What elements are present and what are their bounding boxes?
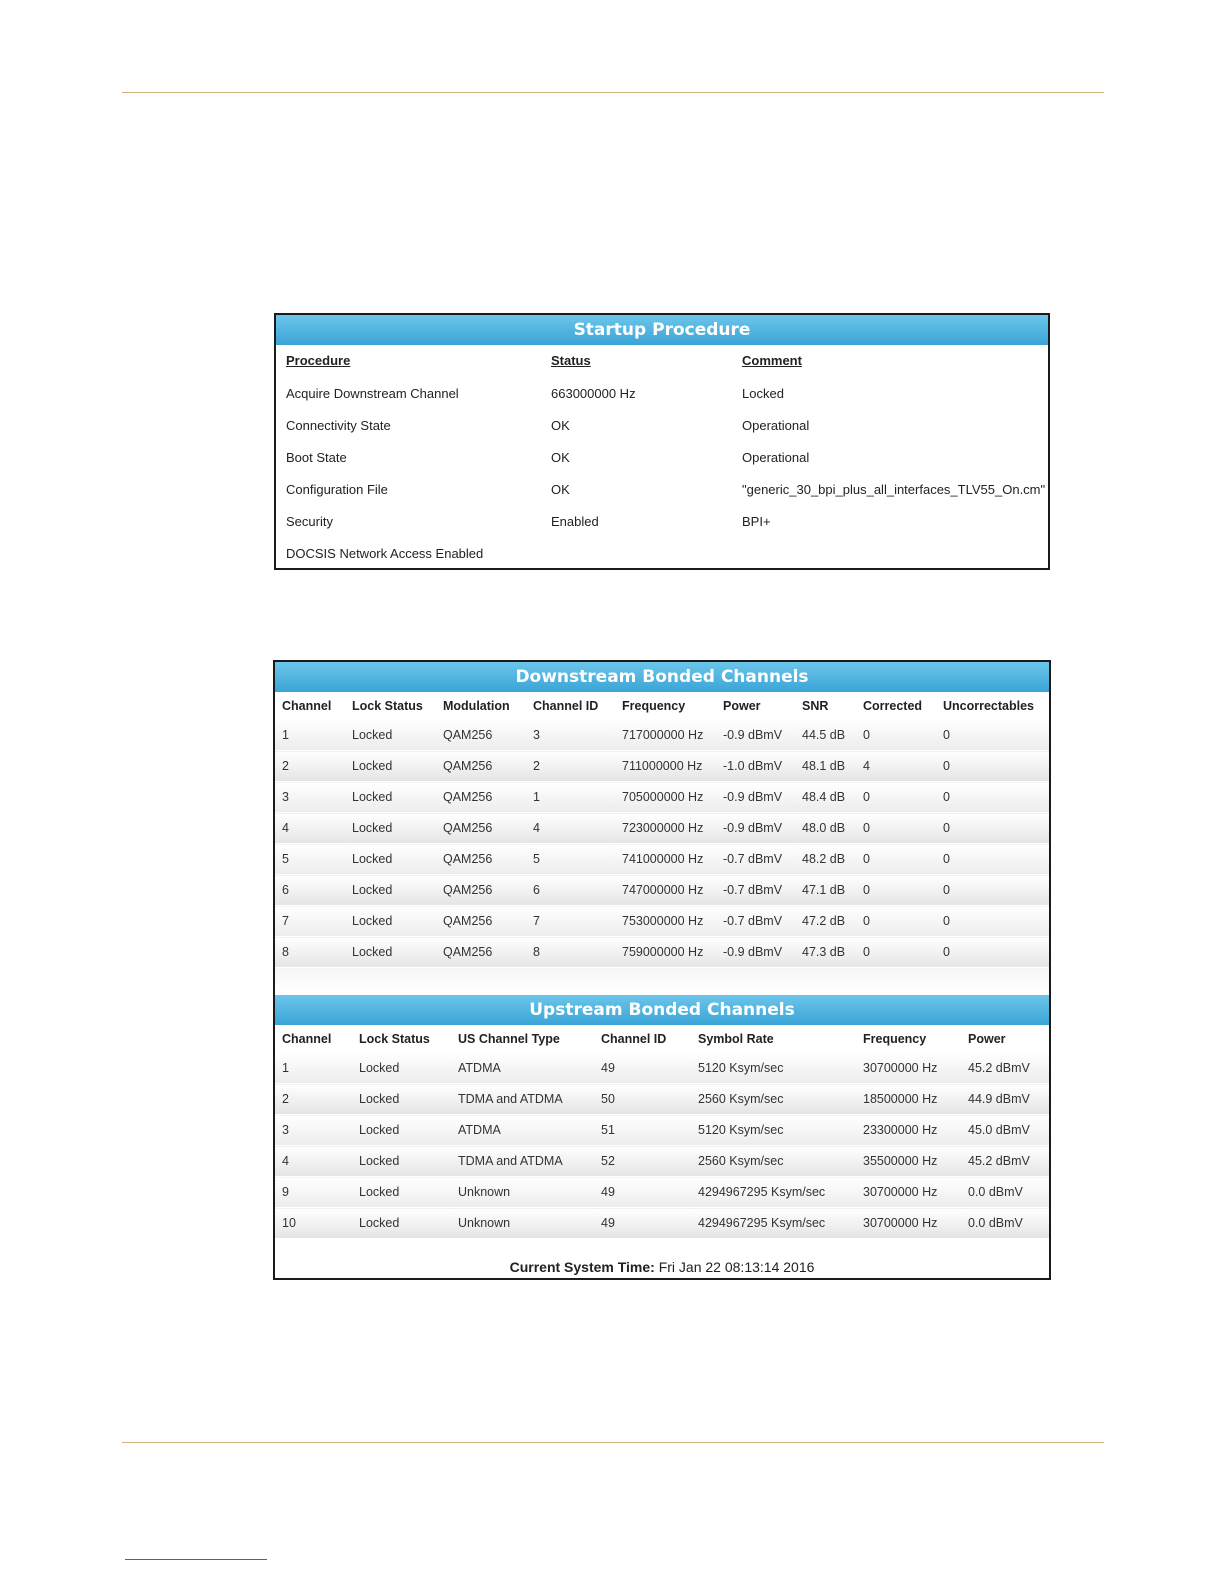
downstream-channel-row [275, 844, 1049, 875]
upstream-col-header: Power [968, 1032, 1006, 1046]
downstream-cell: 0 [936, 782, 1049, 813]
upstream-col-header: Channel [282, 1032, 332, 1046]
downstream-cell: 6 [526, 875, 615, 906]
upstream-cell: Locked [352, 1053, 451, 1084]
downstream-channel-row [275, 906, 1049, 937]
comment-cell: Operational [742, 450, 810, 465]
downstream-cell: 0 [936, 906, 1049, 937]
upstream-cell: TDMA and ATDMA [451, 1146, 594, 1177]
downstream-cell: 5 [275, 844, 345, 875]
downstream-cell: QAM256 [436, 720, 526, 751]
upstream-cell: 30700000 Hz [856, 1208, 961, 1239]
downstream-col-header: Channel [282, 699, 332, 713]
downstream-cell: QAM256 [436, 937, 526, 968]
upstream-cell: 23300000 Hz [856, 1115, 961, 1146]
upstream-cell: 50 [594, 1084, 691, 1115]
upstream-col-header: Symbol Rate [698, 1032, 774, 1046]
startup-row [276, 441, 1048, 473]
downstream-cell: 0 [856, 720, 936, 751]
downstream-cell: 47.1 dB [795, 875, 856, 906]
downstream-col-header: SNR [802, 699, 829, 713]
upstream-cell: ATDMA [451, 1053, 594, 1084]
downstream-cell: 741000000 Hz [615, 844, 716, 875]
downstream-col-header: Corrected [863, 699, 923, 713]
downstream-cell: 1 [275, 720, 345, 751]
footer-link-underline [125, 1559, 267, 1560]
upstream-col-header: Frequency [863, 1032, 927, 1046]
downstream-col-header: Channel ID [533, 699, 599, 713]
downstream-cell: 753000000 Hz [615, 906, 716, 937]
upstream-cell: 9 [275, 1177, 352, 1208]
upstream-cell: 2560 Ksym/sec [691, 1146, 856, 1177]
downstream-cell: 0 [936, 875, 1049, 906]
upstream-channel-row [275, 1084, 1049, 1115]
upstream-cell: 49 [594, 1177, 691, 1208]
downstream-cell: 8 [526, 937, 615, 968]
upstream-cell: 45.2 dBmV [961, 1146, 1049, 1177]
footer-rule [122, 1442, 1104, 1443]
downstream-cell: Locked [345, 813, 436, 844]
upstream-cell: TDMA and ATDMA [451, 1084, 594, 1115]
downstream-channel-row [275, 875, 1049, 906]
downstream-col-header: Modulation [443, 699, 510, 713]
downstream-col-header: Frequency [622, 699, 686, 713]
upstream-cell: 51 [594, 1115, 691, 1146]
downstream-cell: 44.5 dB [795, 720, 856, 751]
upstream-cell: 18500000 Hz [856, 1084, 961, 1115]
downstream-cell: QAM256 [436, 875, 526, 906]
upstream-channel-row [275, 1177, 1049, 1208]
downstream-cell: 0 [856, 875, 936, 906]
upstream-cell: ATDMA [451, 1115, 594, 1146]
upstream-cell: 4 [275, 1146, 352, 1177]
startup-header-row [276, 345, 1048, 377]
downstream-table [275, 692, 1049, 968]
downstream-header-row [275, 692, 1049, 720]
downstream-cell: 8 [275, 937, 345, 968]
procedure-cell: Security [286, 514, 333, 529]
upstream-cell: 30700000 Hz [856, 1177, 961, 1208]
downstream-cell: -0.9 dBmV [716, 720, 795, 751]
downstream-cell: 2 [526, 751, 615, 782]
table-spacer [275, 968, 1049, 995]
upstream-col-header: US Channel Type [458, 1032, 560, 1046]
procedure-header: Procedure [286, 353, 351, 368]
downstream-cell: -0.7 dBmV [716, 844, 795, 875]
downstream-cell: 2 [275, 751, 345, 782]
status-cell: Enabled [551, 514, 599, 529]
downstream-cell: -0.7 dBmV [716, 875, 795, 906]
upstream-cell: 4294967295 Ksym/sec [691, 1177, 856, 1208]
downstream-cell: QAM256 [436, 751, 526, 782]
upstream-cell: 5120 Ksym/sec [691, 1115, 856, 1146]
procedure-cell: Connectivity State [286, 418, 391, 433]
system-time-value: Fri Jan 22 08:13:14 2016 [658, 1259, 815, 1275]
downstream-cell: 3 [526, 720, 615, 751]
upstream-cell: Unknown [451, 1208, 594, 1239]
upstream-cell: Locked [352, 1177, 451, 1208]
upstream-header-row [275, 1025, 1049, 1053]
upstream-cell: 2 [275, 1084, 352, 1115]
startup-row [276, 473, 1048, 505]
upstream-cell: 10 [275, 1208, 352, 1239]
downstream-cell: 0 [936, 720, 1049, 751]
upstream-channel-row [275, 1053, 1049, 1084]
downstream-cell: 3 [275, 782, 345, 813]
downstream-cell: Locked [345, 782, 436, 813]
downstream-cell: 6 [275, 875, 345, 906]
downstream-cell: 0 [936, 844, 1049, 875]
downstream-cell: 4 [526, 813, 615, 844]
upstream-cell: 3 [275, 1115, 352, 1146]
upstream-cell: 45.2 dBmV [961, 1053, 1049, 1084]
downstream-channel-row [275, 720, 1049, 751]
downstream-cell: 4 [856, 751, 936, 782]
procedure-cell: Acquire Downstream Channel [286, 386, 459, 401]
downstream-cell: 717000000 Hz [615, 720, 716, 751]
downstream-channel-row [275, 813, 1049, 844]
status-cell: OK [551, 482, 570, 497]
downstream-cell: -0.9 dBmV [716, 813, 795, 844]
upstream-cell: 52 [594, 1146, 691, 1177]
upstream-col-header: Channel ID [601, 1032, 667, 1046]
startup-procedure-panel [274, 313, 1050, 570]
upstream-cell: 49 [594, 1208, 691, 1239]
downstream-cell: Locked [345, 844, 436, 875]
downstream-cell: Locked [345, 875, 436, 906]
upstream-cell: 0.0 dBmV [961, 1177, 1049, 1208]
downstream-cell: 0 [856, 937, 936, 968]
downstream-cell: 7 [526, 906, 615, 937]
downstream-cell: 0 [856, 813, 936, 844]
downstream-cell: 47.3 dB [795, 937, 856, 968]
comment-cell: BPI+ [742, 514, 771, 529]
downstream-cell: 5 [526, 844, 615, 875]
procedure-cell: DOCSIS Network Access Enabled [286, 546, 484, 561]
upstream-channel-row [275, 1208, 1049, 1239]
downstream-channel-row [275, 782, 1049, 813]
downstream-cell: 0 [936, 813, 1049, 844]
downstream-cell: QAM256 [436, 813, 526, 844]
downstream-cell: 723000000 Hz [615, 813, 716, 844]
downstream-channel-row [275, 937, 1049, 968]
upstream-col-header: Lock Status [359, 1032, 430, 1046]
downstream-cell: Locked [345, 751, 436, 782]
downstream-title: Downstream Bonded Channels [275, 662, 1049, 692]
downstream-cell: -0.9 dBmV [716, 782, 795, 813]
downstream-cell: 0 [856, 844, 936, 875]
downstream-cell: -0.7 dBmV [716, 906, 795, 937]
downstream-cell: 4 [275, 813, 345, 844]
downstream-cell: 0 [936, 751, 1049, 782]
upstream-cell: Locked [352, 1146, 451, 1177]
status-cell: 663000000 Hz [551, 386, 636, 401]
status-cell: OK [551, 418, 570, 433]
downstream-col-header: Power [723, 699, 761, 713]
startup-row [276, 377, 1048, 409]
upstream-cell: Locked [352, 1115, 451, 1146]
procedure-cell: Boot State [286, 450, 347, 465]
upstream-table [275, 1025, 1049, 1239]
downstream-cell: 759000000 Hz [615, 937, 716, 968]
upstream-cell: 5120 Ksym/sec [691, 1053, 856, 1084]
downstream-cell: -1.0 dBmV [716, 751, 795, 782]
comment-cell: Locked [742, 386, 784, 401]
downstream-cell: 47.2 dB [795, 906, 856, 937]
upstream-cell: 44.9 dBmV [961, 1084, 1049, 1115]
startup-row [276, 505, 1048, 537]
upstream-cell: 4294967295 Ksym/sec [691, 1208, 856, 1239]
upstream-title: Upstream Bonded Channels [275, 995, 1049, 1025]
downstream-cell: QAM256 [436, 782, 526, 813]
downstream-cell: 48.4 dB [795, 782, 856, 813]
downstream-channel-row [275, 751, 1049, 782]
downstream-cell: 0 [856, 782, 936, 813]
downstream-cell: 48.0 dB [795, 813, 856, 844]
downstream-cell: 0 [856, 906, 936, 937]
header-rule [122, 92, 1104, 93]
downstream-col-header: Lock Status [352, 699, 423, 713]
upstream-cell: 49 [594, 1053, 691, 1084]
downstream-cell: 711000000 Hz [615, 751, 716, 782]
startup-procedure-title: Startup Procedure [276, 315, 1048, 345]
downstream-cell: Locked [345, 906, 436, 937]
upstream-cell: 35500000 Hz [856, 1146, 961, 1177]
downstream-cell: 48.2 dB [795, 844, 856, 875]
downstream-cell: Locked [345, 937, 436, 968]
upstream-cell: Locked [352, 1084, 451, 1115]
procedure-cell: Configuration File [286, 482, 388, 497]
upstream-cell: 2560 Ksym/sec [691, 1084, 856, 1115]
downstream-col-header: Uncorrectables [943, 699, 1035, 713]
startup-row [276, 409, 1048, 441]
upstream-channel-row [275, 1146, 1049, 1177]
upstream-cell: 1 [275, 1053, 352, 1084]
downstream-cell: Locked [345, 720, 436, 751]
bonded-channels-panel [273, 660, 1051, 1280]
system-time-label: Current System Time: [509, 1259, 655, 1275]
upstream-cell: 45.0 dBmV [961, 1115, 1049, 1146]
downstream-cell: 48.1 dB [795, 751, 856, 782]
current-system-time [275, 1259, 1049, 1275]
comment-cell: Operational [742, 418, 810, 433]
upstream-channel-row [275, 1115, 1049, 1146]
startup-row [276, 537, 1048, 569]
downstream-cell: 7 [275, 906, 345, 937]
upstream-cell: 0.0 dBmV [961, 1208, 1049, 1239]
upstream-cell: Locked [352, 1208, 451, 1239]
downstream-cell: QAM256 [436, 844, 526, 875]
comment-header: Comment [742, 353, 802, 368]
upstream-cell: Unknown [451, 1177, 594, 1208]
downstream-cell: 0 [936, 937, 1049, 968]
comment-cell: "generic_30_bpi_plus_all_interfaces_TLV55_On.cm" [742, 482, 1046, 497]
downstream-cell: 747000000 Hz [615, 875, 716, 906]
upstream-cell: 30700000 Hz [856, 1053, 961, 1084]
status-header: Status [551, 353, 591, 368]
downstream-cell: -0.9 dBmV [716, 937, 795, 968]
downstream-cell: 1 [526, 782, 615, 813]
downstream-cell: QAM256 [436, 906, 526, 937]
downstream-cell: 705000000 Hz [615, 782, 716, 813]
status-cell: OK [551, 450, 570, 465]
